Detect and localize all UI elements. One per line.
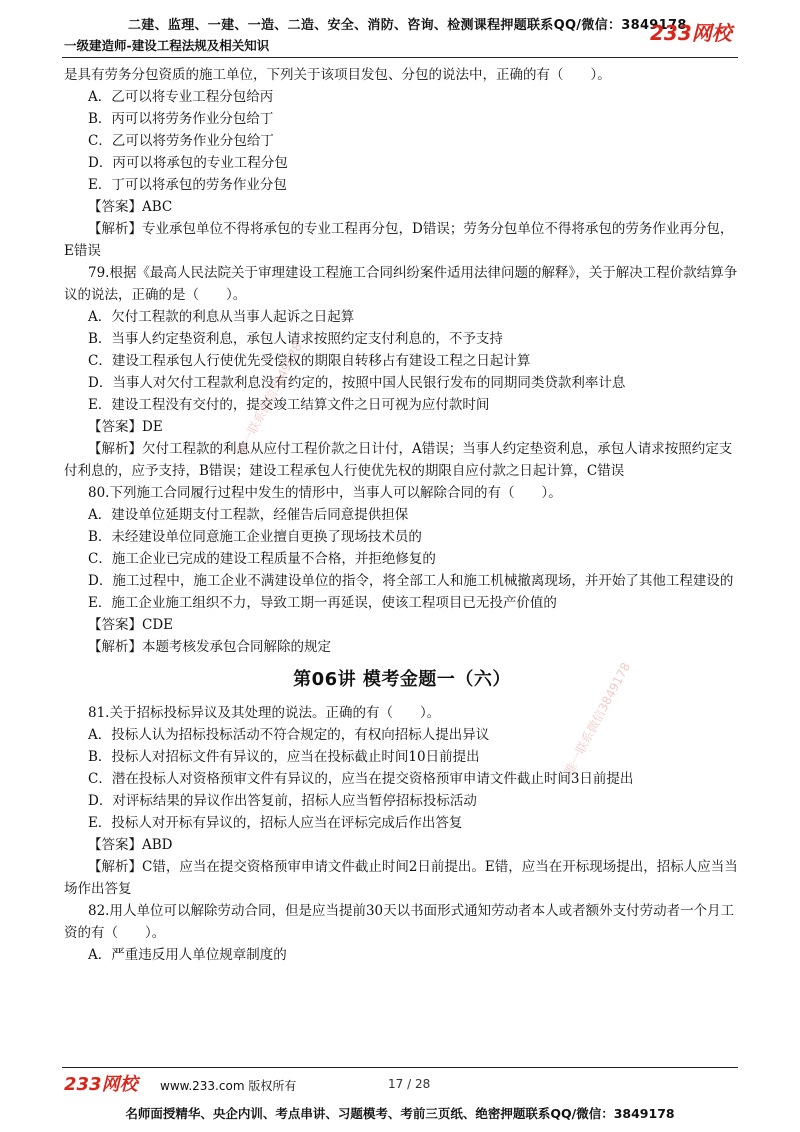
svg-text:233网校: 233网校 [650,21,732,45]
section-title: 第06讲 模考金题一（六） [293,669,511,690]
analysis-text: 【解析】专业承包单位不得将承包的专业工程再分包，D错误；劳务分包单位不得将承包的劳务作业再分包，E错误 [64,221,734,259]
header-subject: 一级建造师-建设工程法规及相关知识 [64,38,270,53]
analysis-text: 【解析】本题考核发承包合同解除的规定 [88,639,331,655]
option-item: C．乙可以将劳务作业分包给丁 [88,133,274,149]
footer-logo [64,1071,146,1095]
option-item: A．投标人认为招标投标活动不符合规定的，有权向招标人提出异议 [88,727,490,743]
option-item: E．投标人对开标有异议的，招标人应当在评标完成后作出答复 [88,815,463,831]
option-item: B．投标人对招标文件有异议的，应当在投标截止时间10日前提出 [88,749,480,765]
option-item: B．未经建设单位同意施工企业擅自更换了现场技术员的 [88,529,422,545]
document-body [64,64,740,966]
option-item: C．潜在投标人对资格预审文件有异议的，应当在提交资格预审申请文件截止时间3日前提出 [88,771,634,787]
svg-text:233网校: 233网校 [64,1074,138,1095]
footer-banner: 名师面授精华、央企内训、考点串讲、习题模考、考前三页纸、绝密押题联系QQ/微信：3849178 [125,1106,675,1121]
brand-logo [650,18,738,46]
option-item: B．丙可以将劳务作业分包给丁 [88,111,274,127]
question-stem: 80.下列施工合同履行过程中发生的情形中，当事人可以解除合同的有（ ）。 [88,485,562,501]
option-item: E．建设工程没有交付的，提交竣工结算文件之日可视为应付款时间 [88,397,490,413]
answer-line: 【答案】CDE [88,617,174,633]
header-divider [62,57,738,58]
watermark-text: 唯一联系微信3849178 [233,340,306,458]
page-number: 17 / 28 [388,1077,431,1091]
option-item: D．施工过程中，施工企业不满建设单位的指令，将全部工人和施工机械撤离现场，并开始了其他工程建设的 [88,573,734,589]
watermark-text: 唯一联系微信3849178 [561,660,634,778]
option-item: A．严重违反用人单位规章制度的 [88,947,287,963]
footer-copyright: www.233.com 版权所有 [160,1079,297,1093]
option-item: D．当事人对欠付工程款利息没有约定的，按照中国人民银行发布的同期同类贷款利率计息 [88,375,626,391]
option-item: A．乙可以将专业工程分包给丙 [88,89,274,105]
footer-divider [62,1067,738,1068]
question-stem: 是具有劳务分包资质的施工单位，下列关于该项目发包、分包的说法中，正确的有（ ）。 [64,67,611,83]
option-item: E．丁可以将承包的劳务作业分包 [88,177,287,193]
option-item: B．当事人约定垫资利息，承包人请求按照约定支付利息的，不予支持 [88,331,503,347]
header-banner: 二建、监理、一建、一造、二造、安全、消防、咨询、检测课程押题联系QQ/微信：3849178 [128,18,687,33]
analysis-text: 【解析】欠付工程款的利息从应付工程价款之日计付，A错误；当事人约定垫资利息，承包人请求按照约定支付利息的，应予支持，B错误；建设工程承包人行使优先权的期限自应付款之日起计算，C错误 [64,441,733,479]
option-item: D．对评标结果的异议作出答复前，招标人应当暂停招标投标活动 [88,793,477,809]
answer-line: 【答案】ABD [88,837,173,853]
answer-line: 【答案】ABC [88,199,173,215]
option-item: D．丙可以将承包的专业工程分包 [88,155,288,171]
question-stem: 79.根据《最高人民法院关于审理建设工程施工合同纠纷案件适用法律问题的解释》，关于解决工程价款结算争议的说法，正确的是（ ）。 [64,265,738,303]
analysis-text: 【解析】C错，应当在提交资格预审申请文件截止时间2日前提出。E错，应当在开标现场提出，招标人应当当场作出答复 [64,859,738,897]
option-item: A．欠付工程款的利息从当事人起诉之日起算 [88,309,355,325]
option-item: C．建设工程承包人行使优先受偿权的期限自转移占有建设工程之日起计算 [88,353,531,369]
option-item: C．施工企业已完成的建设工程质量不合格，并拒绝修复的 [88,551,436,567]
answer-line: 【答案】DE [88,419,163,435]
option-item: E．施工企业施工组织不力，导致工期一再延误，使该工程项目已无投产价值的 [88,595,557,611]
option-item: A．建设单位延期支付工程款，经催告后同意提供担保 [88,507,409,523]
question-stem: 81.关于招标投标异议及其处理的说法。正确的有（ ）。 [88,705,441,721]
question-stem: 82.用人单位可以解除劳动合同，但是应当提前30天以书面形式通知劳动者本人或者额外支付劳动者一个月工资的有（ ）。 [64,903,735,941]
